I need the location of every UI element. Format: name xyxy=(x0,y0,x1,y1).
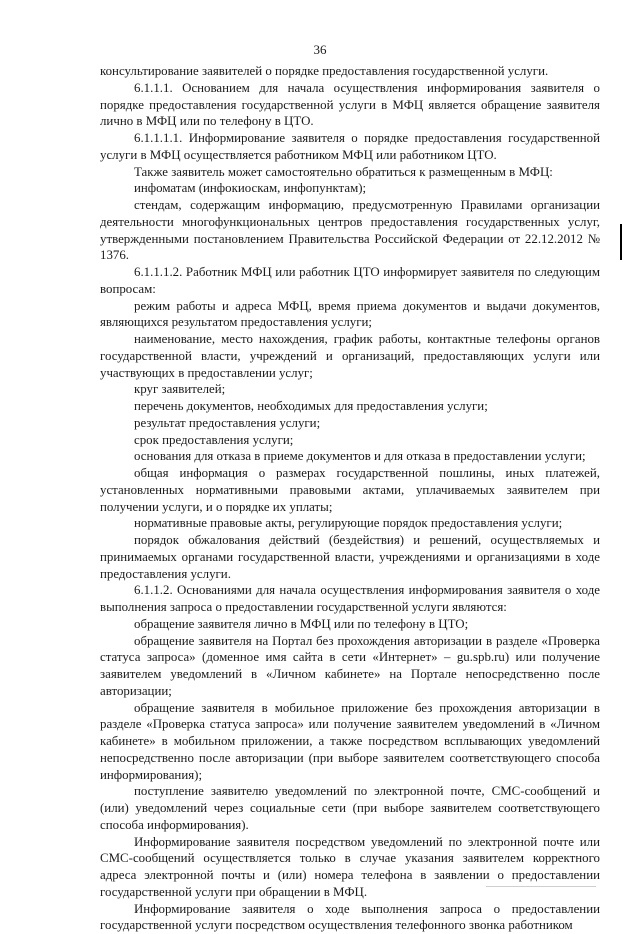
paragraph: срок предоставления услуги; xyxy=(100,432,600,449)
page-number: 36 xyxy=(0,42,640,57)
paragraph: обращение заявителя лично в МФЦ или по телефону в ЦТО; xyxy=(100,616,600,633)
paragraph: стендам, содержащим информацию, предусмотренную Правилами организации деятельности многофункциональных центров предоставления государственных услуг, утвержденными постановлением Правительства Российской Федерации от 22.12.2012 № 1376. xyxy=(100,197,600,264)
paragraph: перечень документов, необходимых для предоставления услуги; xyxy=(100,398,600,415)
paragraph: Также заявитель может самостоятельно обратиться к размещенным в МФЦ: xyxy=(100,164,600,181)
paragraph: 6.1.1.1.1. Информирование заявителя о порядке предоставления государственной услуги в МФЦ осуществляется работником МФЦ или работником ЦТО. xyxy=(100,130,600,164)
paragraph: общая информация о размерах государственной пошлины, иных платежей, установленных нормативными правовыми актами, уплачиваемых заявителем при получении услуги, и о порядке их уплаты; xyxy=(100,465,600,515)
paragraph: Информирование заявителя о ходе выполнения запроса о предоставлении государственной услуги посредством осуществления телефонного звонка работником xyxy=(100,901,600,934)
paragraph: обращение заявителя в мобильное приложение без прохождения авторизации в разделе «Проверка статуса запроса» или получение заявителем уведомлений в «Личном кабинете» в мобильном приложении, а также посредством всплывающих уведомлений непосредственно после авторизации (при выборе заявителем соответствующего способа информирования); xyxy=(100,700,600,784)
paragraph: основания для отказа в приеме документов и для отказа в предоставлении услуги; xyxy=(100,448,600,465)
paragraph: 6.1.1.1.2. Работник МФЦ или работник ЦТО информирует заявителя по следующим вопросам: xyxy=(100,264,600,298)
paragraph: режим работы и адреса МФЦ, время приема документов и выдачи документов, являющихся результатом предоставления услуги; xyxy=(100,298,600,332)
paragraph: поступление заявителю уведомлений по электронной почте, СМС-сообщений и (или) уведомлений через социальные сети (при выборе заявителем соответствующего способа информирования). xyxy=(100,783,600,833)
footer-rule xyxy=(486,886,596,887)
margin-mark xyxy=(620,224,622,260)
paragraph: 6.1.1.1. Основанием для начала осуществления информирования заявителя о порядке предоставления государственной услуги в МФЦ является обращение заявителя лично в МФЦ или по телефону в ЦТО. xyxy=(100,80,600,130)
document-body xyxy=(100,63,600,934)
paragraph: нормативные правовые акты, регулирующие порядок предоставления услуги; xyxy=(100,515,600,532)
paragraph: круг заявителей; xyxy=(100,381,600,398)
paragraph: порядок обжалования действий (бездействия) и решений, осуществляемых и принимаемых органами государственной власти, учреждениями и организациями в ходе предоставления услуги. xyxy=(100,532,600,582)
paragraph: наименование, место нахождения, график работы, контактные телефоны органов государственной власти, учреждений и организаций, предоставляющих услуги или участвующих в предоставлении услуг; xyxy=(100,331,600,381)
paragraph: результат предоставления услуги; xyxy=(100,415,600,432)
paragraph: 6.1.1.2. Основаниями для начала осуществления информирования заявителя о ходе выполнения запроса о предоставлении государственной услуги являются: xyxy=(100,582,600,616)
paragraph: инфоматам (инфокиоскам, инфопунктам); xyxy=(100,180,600,197)
paragraph: Информирование заявителя посредством уведомлений по электронной почте или СМС-сообщений осуществляется только в случае указания заявителем корректного адреса электронной почты и (или) номера телефона в заявлении о предоставлении государственной услуги при обращении в МФЦ. xyxy=(100,834,600,901)
paragraph: консультирование заявителей о порядке предоставления государственной услуги. xyxy=(100,63,600,80)
paragraph: обращение заявителя на Портал без прохождения авторизации в разделе «Проверка статуса запроса» (доменное имя сайта в сети «Интернет» – gu.spb.ru) или получение заявителем уведомлений в «Личном кабинете» на Портале непосредственно после авторизации; xyxy=(100,633,600,700)
